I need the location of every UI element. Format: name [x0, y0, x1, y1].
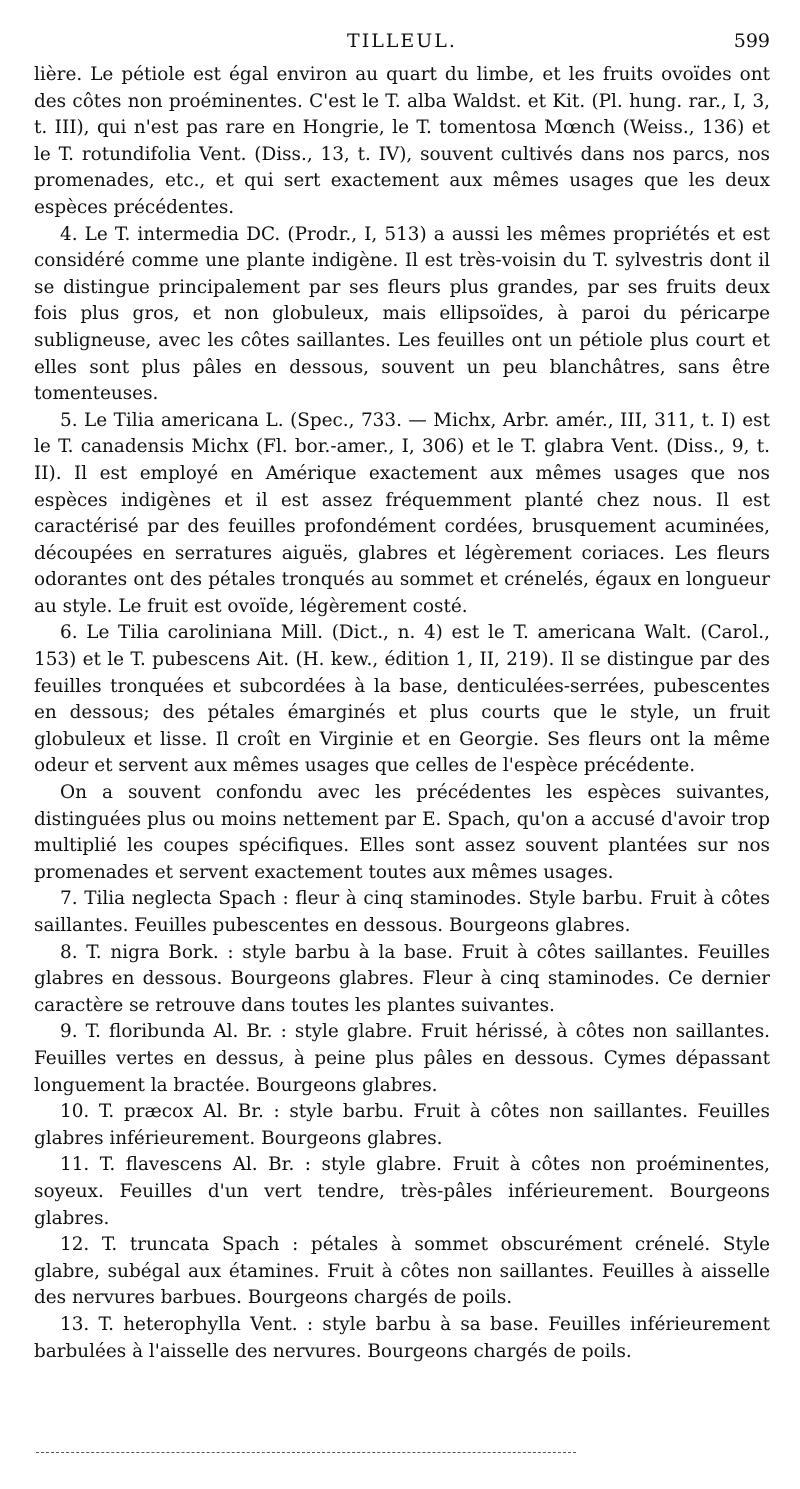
- footer-rule: [36, 1452, 576, 1453]
- body-text: [34, 62, 770, 1365]
- paragraph-tilia-truncata: 12. T. truncata Spach : pétales à sommet obscurément crénelé. Style glabre, subégal aux étamines. Fruit à côtes non saillantes. Feuilles à aisselle des nervures barbues. Bourgeons chargés de poils.: [34, 1234, 770, 1309]
- paragraph-tilia-neglecta: 7. Tilia neglecta Spach : fleur à cinq staminodes. Style barbu. Fruit à côtes saillantes. Feuilles pubescentes en dessous. Bourgeons glabres.: [34, 888, 770, 936]
- paragraph-tilia-americana: 5. Le Tilia americana L. (Spec., 733. — Michx, Arbr. amér., III, 311, t. I) est le T. canadensis Michx (Fl. bor.-amer., I, 306) et le T. glabra Vent. (Diss., 9, t. II). Il est employé en Amérique exactement aux mêmes usages que nos espèces indigènes et il est assez fréquemment planté chez nous. Il est caractérisé par des feuilles profondément cordées, brusquement acuminées, découpées en serratures aiguës, glabres et légèrement coriaces. Les fleurs odorantes ont des pétales tronqués au sommet et crénelés, égaux en longueur au style. Le fruit est ovoïde, légèrement costé.: [34, 409, 770, 617]
- paragraph-tilia-caroliniana: 6. Le Tilia caroliniana Mill. (Dict., n. 4) est le T. americana Walt. (Carol., 153) et le T. pubescens Ait. (H. kew., édition 1, II, 219). Il se distingue par des feuilles tronquées et subcordées à la base, denticulées-serrées, pubescentes en dessous; des pétales émarginés et plus courts que le style, un fruit globuleux et lisse. Il croît en Virginie et en Georgie. Ses fleurs ont la même odeur et servent aux mêmes usages que celles de l'espèce précédente.: [34, 622, 770, 777]
- document-page: [34, 30, 770, 1365]
- running-header: [34, 30, 770, 58]
- paragraph-continuation: lière. Le pétiole est égal environ au quart du limbe, et les fruits ovoïdes ont des côtes non proéminentes. C'est le T. alba Waldst. et Kit. (Pl. hung. rar., I, 3, t. III), qui n'est pas rare en Hongrie, le T. tomentosa Mœnch (Weiss., 136) et le T. rotundifolia Vent. (Diss., 13, t. IV), souvent cultivés dans nos parcs, nos promenades, etc., et qui sert exactement aux mêmes usages que les deux espèces précédentes.: [34, 64, 770, 218]
- paragraph-tilia-praecox: 10. T. præcox Al. Br. : style barbu. Fruit à côtes non saillantes. Feuilles glabres inférieurement. Bourgeons glabres.: [34, 1101, 770, 1149]
- paragraph-tilia-intermedia: 4. Le T. intermedia DC. (Prodr., I, 513) a aussi les mêmes propriétés et est considéré comme une plante indigène. Il est très-voisin du T. sylvestris dont il se distingue principalement par ses fleurs plus grandes, par ses fruits deux fois plus gros, et non globuleux, mais ellipsoïdes, à paroi du péricarpe subligneuse, avec les côtes saillantes. Les feuilles ont un pétiole plus court et elles sont plus pâles en dessous, souvent un peu blanchâtres, sans être tomenteuses.: [34, 223, 770, 405]
- paragraph-spach-species-intro: On a souvent confondu avec les précédentes les espèces suivantes, distinguées plus ou moins nettement par E. Spach, qu'on a accusé d'avoir trop multiplié les coupes spécifiques. Elles sont assez souvent plantées sur nos promenades et servent exactement toutes aux mêmes usages.: [34, 782, 770, 883]
- running-title: TILLEUL.: [347, 30, 457, 52]
- paragraph-tilia-heterophylla: 13. T. heterophylla Vent. : style barbu à sa base. Feuilles inférieurement barbulées à l'aisselle des nervures. Bourgeons chargés de poils.: [34, 1313, 770, 1362]
- paragraph-tilia-floribunda: 9. T. floribunda Al. Br. : style glabre. Fruit hérissé, à côtes non saillantes. Feuilles vertes en dessus, à peine plus pâles en dessous. Cymes dépassant longuement la bractée. Bourgeons glabres.: [34, 1021, 770, 1096]
- paragraph-tilia-flavescens: 11. T. flavescens Al. Br. : style glabre. Fruit à côtes non proéminentes, soyeux. Feuilles d'un vert tendre, très-pâles inférieurement. Bourgeons glabres.: [34, 1154, 770, 1229]
- page-number: 599: [733, 30, 770, 52]
- paragraph-tilia-nigra: 8. T. nigra Bork. : style barbu à la base. Fruit à côtes saillantes. Feuilles glabres en dessous. Bourgeons glabres. Fleur à cinq staminodes. Ce dernier caractère se retrouve dans toutes les plantes suivantes.: [34, 941, 770, 1016]
